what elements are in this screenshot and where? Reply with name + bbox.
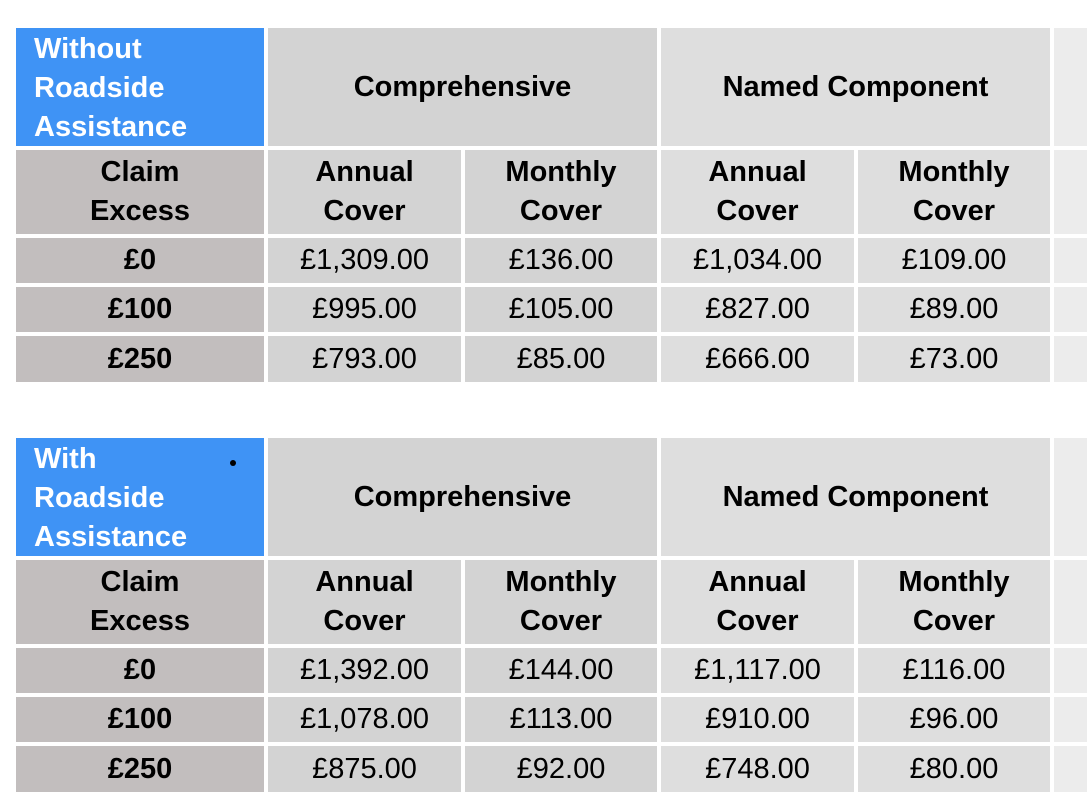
excess-cell: £100 — [16, 697, 264, 742]
cut-off-cell — [1054, 746, 1087, 792]
excess-cell: £0 — [16, 238, 264, 283]
price-cell: £144.00 — [465, 648, 657, 693]
price-cell: £666.00 — [661, 336, 854, 382]
named-annual-header: Annual Cover — [661, 150, 854, 234]
table-title-text: With Roadside Assistance — [34, 443, 188, 553]
cut-off-column — [1054, 560, 1087, 644]
named-annual-header: Annual Cover — [661, 560, 854, 644]
price-cell: £827.00 — [661, 287, 854, 332]
price-cell: £116.00 — [858, 648, 1050, 693]
cut-off-cell — [1054, 648, 1087, 693]
price-cell: £1,117.00 — [661, 648, 854, 693]
group-header-named-component: Named Component — [661, 438, 1050, 556]
price-cell: £73.00 — [858, 336, 1050, 382]
price-cell: £1,034.00 — [661, 238, 854, 283]
table-title-without-roadside — [16, 28, 264, 146]
price-cell: £113.00 — [465, 697, 657, 742]
price-cell: £96.00 — [858, 697, 1050, 742]
price-cell: £995.00 — [268, 287, 461, 332]
price-cell: £1,078.00 — [268, 697, 461, 742]
excess-cell: £250 — [16, 746, 264, 792]
price-cell: £89.00 — [858, 287, 1050, 332]
excess-cell: £0 — [16, 648, 264, 693]
cut-off-cell — [1054, 238, 1087, 283]
price-cell: £1,392.00 — [268, 648, 461, 693]
comprehensive-monthly-header: Monthly Cover — [465, 560, 657, 644]
table-title-text: Without Roadside Assistance — [34, 33, 188, 143]
price-table-without-roadside — [16, 28, 1087, 382]
claim-excess-header: Claim Excess — [16, 560, 264, 644]
table-title-with-roadside — [16, 438, 264, 556]
price-cell: £875.00 — [268, 746, 461, 792]
named-monthly-header: Monthly Cover — [858, 560, 1050, 644]
named-monthly-header: Monthly Cover — [858, 150, 1050, 234]
price-cell: £109.00 — [858, 238, 1050, 283]
comprehensive-monthly-header: Monthly Cover — [465, 150, 657, 234]
cut-off-cell — [1054, 336, 1087, 382]
price-cell: £92.00 — [465, 746, 657, 792]
comprehensive-annual-header: Annual Cover — [268, 560, 461, 644]
price-cell: £105.00 — [465, 287, 657, 332]
price-cell: £793.00 — [268, 336, 461, 382]
excess-cell: £100 — [16, 287, 264, 332]
price-cell: £1,309.00 — [268, 238, 461, 283]
group-header-cut-off — [1054, 438, 1087, 556]
price-cell: £85.00 — [465, 336, 657, 382]
group-header-comprehensive: Comprehensive — [268, 28, 657, 146]
group-header-cut-off — [1054, 28, 1087, 146]
price-table-with-roadside — [16, 438, 1087, 792]
dot-mark — [230, 460, 236, 466]
cut-off-cell — [1054, 287, 1087, 332]
claim-excess-header: Claim Excess — [16, 150, 264, 234]
cut-off-cell — [1054, 697, 1087, 742]
cut-off-column — [1054, 150, 1087, 234]
price-cell: £136.00 — [465, 238, 657, 283]
price-cell: £748.00 — [661, 746, 854, 792]
group-header-comprehensive: Comprehensive — [268, 438, 657, 556]
comprehensive-annual-header: Annual Cover — [268, 150, 461, 234]
excess-cell: £250 — [16, 336, 264, 382]
group-header-named-component: Named Component — [661, 28, 1050, 146]
price-cell: £80.00 — [858, 746, 1050, 792]
price-cell: £910.00 — [661, 697, 854, 742]
